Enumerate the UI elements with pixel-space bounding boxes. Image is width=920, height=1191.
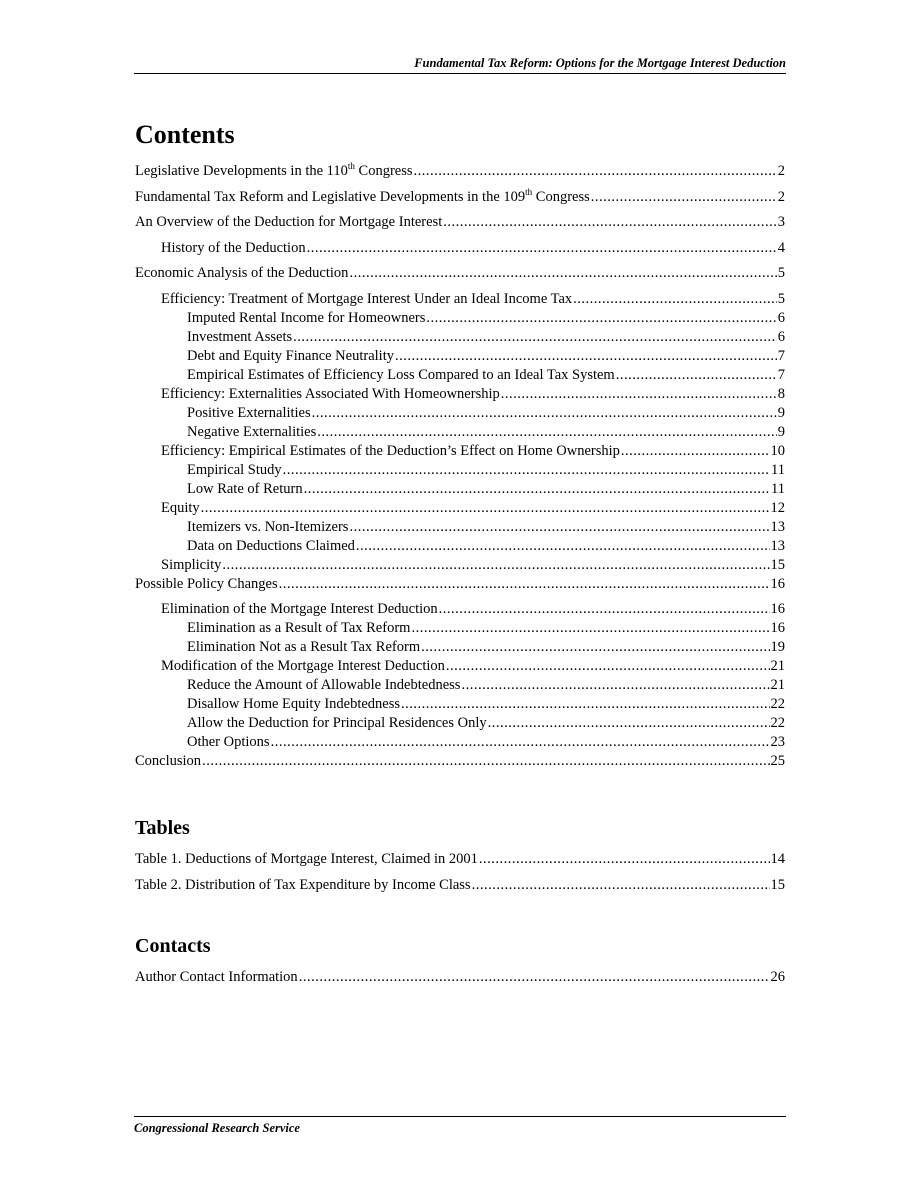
- toc-entry-page: 4: [777, 239, 785, 256]
- toc-entry[interactable]: [135, 366, 785, 385]
- leader-dots: [501, 385, 777, 404]
- toc-entry[interactable]: [135, 968, 785, 987]
- toc-entry-title: An Overview of the Deduction for Mortgage Interest: [135, 214, 443, 230]
- leader-dots: [317, 423, 777, 442]
- toc-entry-title: Investment Assets: [187, 328, 293, 345]
- toc-entry[interactable]: [135, 575, 785, 594]
- toc-entry-page: 6: [777, 328, 785, 345]
- toc-entry-page: 9: [777, 423, 785, 440]
- leader-dots: [616, 366, 777, 385]
- toc-entry-title: Other Options: [187, 734, 270, 750]
- toc-entry[interactable]: [135, 676, 785, 695]
- toc-entry-page: 21: [770, 658, 785, 674]
- leader-dots: [312, 404, 777, 423]
- leader-dots: [446, 657, 770, 676]
- toc-entry-title: Possible Policy Changes: [135, 575, 278, 592]
- contents-list: [135, 162, 785, 771]
- toc-entry-page: 2: [777, 188, 785, 205]
- leader-dots: [414, 162, 777, 181]
- leader-dots: [591, 188, 777, 207]
- toc-entry-title: Positive Externalities: [187, 404, 311, 421]
- leader-dots: [307, 239, 777, 258]
- leader-dots: [356, 537, 770, 556]
- toc-entry-title: Modification of the Mortgage Interest Deduction: [161, 658, 445, 674]
- toc-entry-page: 11: [771, 480, 785, 497]
- toc-entry-page: 9: [777, 404, 785, 421]
- toc-entry-page: 10: [770, 442, 785, 459]
- toc-entry-page: 15: [770, 556, 785, 573]
- leader-dots: [202, 752, 769, 771]
- toc-entry[interactable]: [135, 264, 785, 283]
- leader-dots: [304, 480, 770, 499]
- toc-entry[interactable]: [135, 695, 785, 714]
- toc-entry-title: Itemizers vs. Non-Itemizers: [187, 518, 349, 535]
- toc-entry[interactable]: [135, 537, 785, 556]
- toc-entry[interactable]: [135, 347, 785, 366]
- leader-dots: [488, 714, 770, 733]
- toc-entry-title: History of the Deduction: [161, 239, 306, 256]
- toc-entry[interactable]: [135, 619, 785, 638]
- toc-entry-title: Imputed Rental Income for Homeowners: [187, 309, 426, 326]
- toc-entry[interactable]: [135, 461, 785, 480]
- toc-entry-page: 12: [770, 499, 785, 516]
- toc-entry-page: 6: [777, 309, 785, 326]
- toc-entry-page: 23: [770, 734, 785, 750]
- leader-dots: [271, 733, 770, 752]
- toc-entry-page: 13: [770, 518, 785, 535]
- toc-entry-title: Simplicity: [161, 556, 222, 573]
- toc-entry[interactable]: [135, 752, 785, 771]
- toc-entry-title: Efficiency: Treatment of Mortgage Interest Under an Ideal Income Tax: [161, 290, 573, 307]
- toc-entry-title: Elimination of the Mortgage Interest Deduction: [161, 601, 438, 617]
- leader-dots: [293, 328, 777, 347]
- toc-entry-page: 7: [777, 347, 785, 364]
- toc-entry-page: 11: [771, 461, 785, 478]
- leader-dots: [421, 638, 769, 657]
- leader-dots: [426, 309, 776, 328]
- leader-dots: [443, 213, 777, 232]
- toc-entry-title: Allow the Deduction for Principal Residences Only: [187, 715, 487, 731]
- leader-dots: [573, 290, 777, 309]
- toc-entry-page: 2: [777, 163, 785, 179]
- toc-entry-title: Debt and Equity Finance Neutrality: [187, 347, 394, 364]
- toc-entry-title: Elimination as a Result of Tax Reform: [187, 620, 411, 636]
- toc-entry-title: Equity: [161, 499, 200, 516]
- toc-entry[interactable]: [135, 290, 785, 309]
- toc-entry[interactable]: [135, 556, 785, 575]
- toc-entry-title: Empirical Estimates of Efficiency Loss Compared to an Ideal Tax System: [187, 366, 615, 383]
- toc-entry[interactable]: [135, 876, 785, 895]
- toc-entry[interactable]: [135, 423, 785, 442]
- leader-dots: [621, 442, 770, 461]
- leader-dots: [222, 556, 769, 575]
- toc-entry-title: Reduce the Amount of Allowable Indebtedness: [187, 677, 461, 693]
- leader-dots: [279, 575, 770, 594]
- toc-entry-title: Negative Externalities: [187, 423, 317, 440]
- toc-entry[interactable]: [135, 162, 785, 181]
- toc-entry[interactable]: [135, 600, 785, 619]
- leader-dots: [461, 676, 769, 695]
- tables-heading: Tables: [135, 817, 190, 839]
- toc-entry[interactable]: [135, 213, 785, 232]
- leader-dots: [349, 264, 776, 283]
- toc-entry-title: Disallow Home Equity Indebtedness: [187, 696, 401, 712]
- toc-entry[interactable]: [135, 657, 785, 676]
- toc-entry-title: Empirical Study: [187, 461, 282, 478]
- toc-entry-title: Legislative Developments in the 110th Congress: [135, 161, 413, 179]
- toc-entry[interactable]: [135, 518, 785, 537]
- toc-content: [135, 120, 785, 987]
- toc-entry-title: Table 1. Deductions of Mortgage Interest, Claimed in 2001: [135, 851, 478, 867]
- toc-entry-page: 5: [777, 290, 785, 307]
- toc-entry[interactable]: [135, 328, 785, 347]
- toc-entry-title: Economic Analysis of the Deduction: [135, 265, 349, 281]
- toc-entry-title: Efficiency: Empirical Estimates of the Deduction’s Effect on Home Ownership: [161, 442, 620, 459]
- toc-entry-page: 26: [770, 968, 785, 985]
- toc-entry-title: Author Contact Information: [135, 968, 298, 985]
- contents-heading: Contents: [135, 120, 235, 149]
- leader-dots: [439, 600, 770, 619]
- toc-entry[interactable]: [135, 385, 785, 404]
- leader-dots: [201, 499, 770, 518]
- leader-dots: [283, 461, 770, 480]
- toc-entry[interactable]: [135, 714, 785, 733]
- toc-entry-title: Conclusion: [135, 753, 202, 769]
- leader-dots: [349, 518, 769, 537]
- toc-entry[interactable]: [135, 480, 785, 499]
- toc-entry-page: 22: [770, 715, 785, 731]
- toc-entry-title: Efficiency: Externalities Associated With Homeownership: [161, 385, 500, 402]
- tables-list: [135, 850, 785, 895]
- toc-entry[interactable]: [135, 733, 785, 752]
- toc-entry-page: 15: [770, 876, 785, 893]
- leader-dots: [395, 347, 777, 366]
- toc-entry-page: 5: [777, 265, 785, 281]
- toc-entry[interactable]: [135, 638, 785, 657]
- leader-dots: [401, 695, 769, 714]
- contacts-list: [135, 968, 785, 987]
- toc-entry[interactable]: [135, 188, 785, 207]
- toc-entry-page: 21: [770, 677, 785, 693]
- toc-entry-title: Low Rate of Return: [187, 480, 303, 497]
- toc-entry-title: Elimination Not as a Result Tax Reform: [187, 639, 421, 655]
- toc-entry-page: 16: [770, 620, 785, 636]
- toc-entry-page: 3: [777, 214, 785, 230]
- page-footer: Congressional Research Service: [134, 1116, 786, 1136]
- leader-dots: [299, 968, 770, 987]
- toc-entry-page: 25: [770, 753, 785, 769]
- contacts-heading: Contacts: [135, 934, 211, 957]
- leader-dots: [411, 619, 769, 638]
- leader-dots: [472, 876, 770, 895]
- toc-entry-page: 16: [770, 601, 785, 617]
- toc-entry-title: Table 2. Distribution of Tax Expenditure by Income Class: [135, 876, 471, 893]
- toc-entry-page: 7: [777, 366, 785, 383]
- toc-entry[interactable]: [135, 499, 785, 518]
- toc-entry-page: 14: [770, 851, 785, 867]
- toc-entry[interactable]: [135, 442, 785, 461]
- toc-entry[interactable]: [135, 239, 785, 258]
- toc-entry-page: 13: [770, 537, 785, 554]
- toc-entry-title: Fundamental Tax Reform and Legislative Developments in the 109th Congress: [135, 186, 590, 205]
- toc-entry-page: 16: [770, 575, 785, 592]
- leader-dots: [479, 850, 770, 869]
- toc-entry-page: 22: [770, 696, 785, 712]
- running-header: Fundamental Tax Reform: Options for the Mortgage Interest Deduction: [134, 56, 786, 74]
- toc-entry-page: 19: [770, 639, 785, 655]
- toc-entry-title: Data on Deductions Claimed: [187, 537, 355, 554]
- toc-entry-page: 8: [777, 385, 785, 402]
- toc-entry[interactable]: [135, 309, 785, 328]
- toc-entry[interactable]: [135, 850, 785, 869]
- toc-entry[interactable]: [135, 404, 785, 423]
